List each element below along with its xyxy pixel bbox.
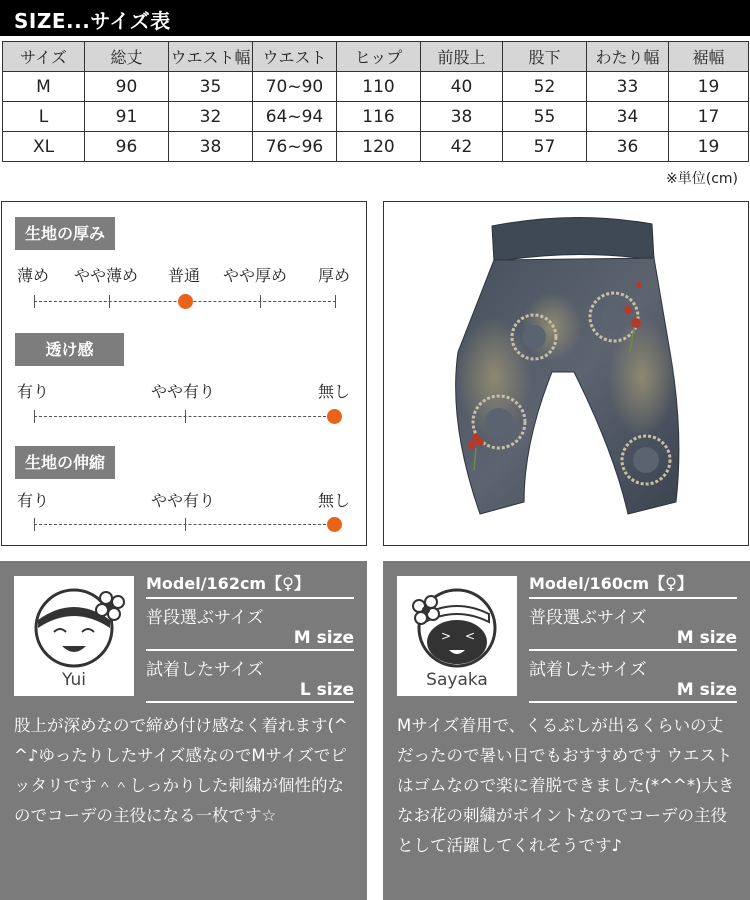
model-comment: 股上が深めなので締め付け感なく着れます(^^♪ゆったりしたサイズ感なのでMサイズでピッタリです＾＾しっかりした刺繍が個性的なのでコーデの主役になる一枚です☆ xyxy=(14,716,348,825)
column-header: ウエスト xyxy=(253,42,337,72)
transparency-label: 無し xyxy=(318,382,351,401)
table-cell: 90 xyxy=(85,72,169,102)
model-card-sayaka xyxy=(383,561,750,900)
column-header: 前股上 xyxy=(421,42,503,72)
table-row xyxy=(3,102,749,132)
table-header-row xyxy=(3,42,749,72)
table-cell: 38 xyxy=(421,102,503,132)
table-cell: 42 xyxy=(421,132,503,162)
thickness-title: 生地の厚み xyxy=(15,217,115,250)
model-face-icon xyxy=(14,576,134,676)
table-cell: 32 xyxy=(169,102,253,132)
table-cell: 57 xyxy=(503,132,587,162)
avatar xyxy=(14,576,134,696)
table-cell: XL xyxy=(3,132,85,162)
column-header: サイズ xyxy=(3,42,85,72)
scale-tick xyxy=(109,295,110,308)
model-info xyxy=(529,571,737,703)
svg-text:<: < xyxy=(465,629,476,643)
scale-tick xyxy=(34,295,35,308)
scale-tick xyxy=(260,295,261,308)
column-header: わたり幅 xyxy=(587,42,669,72)
tried-size-value: M size xyxy=(529,680,737,703)
stretch-indicator xyxy=(327,517,342,532)
scale-tick xyxy=(34,518,35,531)
scale-tick xyxy=(185,518,186,531)
scale-tick xyxy=(185,410,186,423)
table-cell: 64~94 xyxy=(253,102,337,132)
model-comment: Mサイズ着用で、くるぶしが出るくらいの丈だったので暑い日でもおすすめです ウエストはゴムなので楽に着脱できました(*^^*)大きなお花の刺繍がポイントなのでコーデの主役として活躍してくれそうです♪ xyxy=(397,716,735,855)
table-cell: 120 xyxy=(337,132,421,162)
table-cell: 33 xyxy=(587,72,669,102)
thickness-label: 厚め xyxy=(318,266,351,285)
stretch-label: 有り xyxy=(17,491,50,510)
usual-size-value: M size xyxy=(146,628,354,651)
jeans-illustration xyxy=(384,202,749,546)
table-cell: 55 xyxy=(503,102,587,132)
table-cell: 19 xyxy=(669,72,749,102)
transparency-indicator xyxy=(327,409,342,424)
thickness-label: やや厚め xyxy=(223,266,288,285)
table-cell: 110 xyxy=(337,72,421,102)
model-name: Sayaka xyxy=(426,670,488,690)
model-name: Yui xyxy=(62,670,86,690)
table-cell: L xyxy=(3,102,85,132)
table-cell: 52 xyxy=(503,72,587,102)
table-cell: 40 xyxy=(421,72,503,102)
model-info xyxy=(146,571,354,703)
table-cell: 35 xyxy=(169,72,253,102)
model-height: Model/162cm【♀】 xyxy=(146,571,354,599)
table-cell: 34 xyxy=(587,102,669,132)
unit-note: ※単位(cm) xyxy=(666,171,738,187)
table-row xyxy=(3,132,749,162)
stretch-label: 無し xyxy=(318,491,351,510)
table-cell: 76~96 xyxy=(253,132,337,162)
usual-size-label: 普段選ぶサイズ xyxy=(146,608,264,628)
transparency-title: 透け感 xyxy=(15,333,124,366)
tried-size-value: L size xyxy=(146,680,354,703)
table-cell: 19 xyxy=(669,132,749,162)
table-cell: 17 xyxy=(669,102,749,132)
table-cell: 70~90 xyxy=(253,72,337,102)
table-cell: 38 xyxy=(169,132,253,162)
fabric-panel xyxy=(1,201,367,546)
page-title: SIZE...サイズ表 xyxy=(14,9,171,33)
thickness-indicator xyxy=(178,294,193,309)
stretch-label: やや有り xyxy=(151,491,216,510)
size-table xyxy=(2,41,749,162)
thickness-label: 薄め xyxy=(17,266,50,285)
column-header: 総丈 xyxy=(85,42,169,72)
column-header: ウエスト幅 xyxy=(169,42,253,72)
table-row xyxy=(3,72,749,102)
thickness-label: やや薄め xyxy=(74,266,139,285)
scale-tick xyxy=(34,410,35,423)
column-header: 股下 xyxy=(503,42,587,72)
table-cell: 96 xyxy=(85,132,169,162)
stretch-title: 生地の伸縮 xyxy=(15,446,115,479)
model-card-yui xyxy=(0,561,367,900)
avatar xyxy=(397,576,517,696)
product-image xyxy=(383,201,749,546)
model-height: Model/160cm【♀】 xyxy=(529,571,737,599)
table-cell: M xyxy=(3,72,85,102)
column-header: ヒップ xyxy=(337,42,421,72)
table-cell: 91 xyxy=(85,102,169,132)
page-header xyxy=(0,0,750,36)
column-header: 裾幅 xyxy=(669,42,749,72)
transparency-label: やや有り xyxy=(151,382,216,401)
transparency-label: 有り xyxy=(17,382,50,401)
table-cell: 116 xyxy=(337,102,421,132)
usual-size-value: M size xyxy=(529,628,737,651)
table-cell: 36 xyxy=(587,132,669,162)
thickness-label: 普通 xyxy=(168,266,201,285)
usual-size-label: 普段選ぶサイズ xyxy=(529,608,647,628)
svg-text:>: > xyxy=(441,629,452,643)
model-face-icon xyxy=(397,576,517,676)
scale-tick xyxy=(335,295,336,308)
tried-size-label: 試着したサイズ xyxy=(529,660,647,680)
tried-size-label: 試着したサイズ xyxy=(146,660,264,680)
